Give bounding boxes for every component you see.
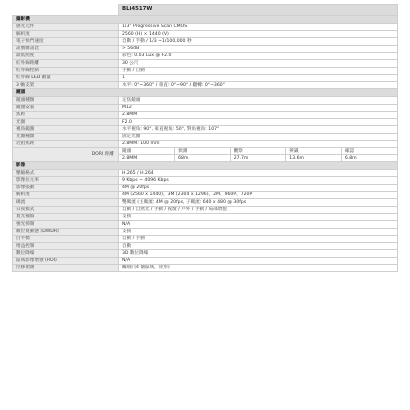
model-row <box>13 5 398 16</box>
spec-row <box>13 74 398 81</box>
spec-row <box>13 243 398 250</box>
dori-value: 6.8m <box>341 155 397 162</box>
spec-row <box>13 45 398 52</box>
spec-key: 數位寬動態 (DWDR) <box>13 228 119 235</box>
spec-row <box>13 126 398 133</box>
model-spacer <box>13 5 119 16</box>
spec-value: 自動 <box>119 243 398 250</box>
spec-row <box>13 23 398 30</box>
spec-value: 3D 數位降噪 <box>119 250 398 257</box>
spec-table <box>12 4 398 272</box>
spec-key: 光圈種類 <box>13 133 119 140</box>
spec-key: 光圈 <box>13 119 119 126</box>
spec-row <box>13 60 398 67</box>
spec-value: N/A <box>119 221 398 228</box>
spec-value: 水平視角: 90°, 垂直視角: 50°, 對角視角: 107° <box>119 126 398 133</box>
spec-row <box>13 235 398 242</box>
dori-table <box>119 148 397 161</box>
spec-key: 解析度 <box>13 31 119 38</box>
spec-row <box>13 265 398 272</box>
spec-value: F2.0 <box>119 119 398 126</box>
spec-row <box>13 97 398 104</box>
spec-row <box>13 141 398 148</box>
spec-row <box>13 221 398 228</box>
spec-key: 鏡頭種類 <box>13 97 119 104</box>
spec-row <box>13 104 398 111</box>
spec-key: 視角範圍 <box>13 126 119 133</box>
spec-key: 紅外線 LED 數量 <box>13 74 119 81</box>
spec-row <box>13 250 398 257</box>
dori-header: 鏡頭 <box>119 148 175 155</box>
spec-key: 感光元件 <box>13 23 119 30</box>
spec-row <box>13 119 398 126</box>
spec-value: 自動 / 自然光 / 手動 / 夜燈 / 戶外 / 手動 / 局部增製 <box>119 206 398 213</box>
section-title: 影像 <box>13 162 398 170</box>
dori-value: 27.7m <box>230 155 286 162</box>
spec-value: 2560 (H) × 1440 (V) <box>119 31 398 38</box>
spec-value: 自動 / 手動 <box>119 235 398 242</box>
spec-key: 最低照度 <box>13 52 119 59</box>
spec-key: 白平衡 <box>13 235 119 242</box>
spec-key: 紅外線距離 <box>13 60 119 67</box>
spec-key: 焦距 <box>13 111 119 118</box>
spec-key: 紅外線控制 <box>13 67 119 74</box>
spec-row <box>13 67 398 74</box>
spec-row <box>13 199 398 206</box>
dori-label: DORI 距離 <box>13 148 119 162</box>
section-title: 鏡頭 <box>13 89 398 97</box>
dori-cell <box>119 148 398 162</box>
spec-row <box>13 257 398 264</box>
spec-value: 支援 <box>119 228 398 235</box>
spec-row <box>13 192 398 199</box>
spec-value: 1 <box>119 74 398 81</box>
spec-value: 4M @ 20fps <box>119 184 398 191</box>
spec-row <box>13 206 398 213</box>
spec-value: 支援 <box>119 213 398 220</box>
spec-key: 強光抑制 <box>13 221 119 228</box>
dori-header: 觀察 <box>230 148 286 155</box>
spec-key: 電子快門速度 <box>13 38 119 45</box>
spec-key: 壓縮格式 <box>13 170 119 177</box>
dori-value: 68m <box>175 155 231 162</box>
spec-value: 彩色: 0.03 Lux @ F2.0 <box>119 52 398 59</box>
section-header <box>13 89 398 97</box>
dori-value-row <box>119 155 397 162</box>
spec-value: 4M (2560 x 1440)、3M (2304 x 1296)、2M、960P、720P <box>119 192 398 199</box>
spec-key: 數位降噪 <box>13 250 119 257</box>
spec-value: H.265 / H.264 <box>119 170 398 177</box>
spec-row <box>13 31 398 38</box>
spec-value: 30 公尺 <box>119 60 398 67</box>
spec-value: 2.8MM: 100 mm <box>119 141 398 148</box>
spec-value: 固定光圈 <box>119 133 398 140</box>
spec-key: 解析度 <box>13 192 119 199</box>
spec-key: 日夜模式 <box>13 206 119 213</box>
spec-value: N/A <box>119 257 398 264</box>
dori-header: 確認 <box>341 148 397 155</box>
spec-row <box>13 82 398 89</box>
spec-sheet <box>12 4 398 272</box>
spec-value: M12 <box>119 104 398 111</box>
spec-key: 區域影像增強 (ROI) <box>13 257 119 264</box>
model-name: BLi4517W <box>119 5 398 16</box>
spec-row <box>13 213 398 220</box>
spec-value: 水平: 0°~360° / 垂直: 0°~90° / 翻轉: 0°~360° <box>119 82 398 89</box>
spec-row <box>13 38 398 45</box>
spec-key: 位移偵測 <box>13 265 119 272</box>
spec-value: 關/開 (4 個區域，矩形) <box>119 265 398 272</box>
spec-row <box>13 177 398 184</box>
dori-value: 13.6m <box>286 155 342 162</box>
spec-key: 影像張數 <box>13 184 119 191</box>
dori-header: 辨識 <box>286 148 342 155</box>
section-title: 攝影機 <box>13 16 398 24</box>
spec-value: 自動 / 手動 / 1/3 ~1/100,000 秒 <box>119 38 398 45</box>
spec-row <box>13 133 398 140</box>
spec-row <box>13 228 398 235</box>
spec-key: 近拍焦距 <box>13 141 119 148</box>
spec-key: 寬光補償 <box>13 213 119 220</box>
dori-value: 2.8MM <box>122 155 138 161</box>
spec-key: 增益控制 <box>13 243 119 250</box>
spec-key: 訊號雜訊比 <box>13 45 119 52</box>
spec-row <box>13 184 398 191</box>
section-header <box>13 162 398 170</box>
spec-key: 鏡頭安裝 <box>13 104 119 111</box>
spec-value: 手動 / 自動 <box>119 67 398 74</box>
spec-value: 2.8MM <box>119 111 398 118</box>
spec-key: 影像位元率 <box>13 177 119 184</box>
spec-value: 雙碼流 (主碼流: 4M @ 20fps, 子碼流: 640 x 480 @ 30fps <box>119 199 398 206</box>
section-header <box>13 16 398 24</box>
spec-value: 1/3" Progressive Scan CMOS <box>119 23 398 30</box>
dori-row <box>13 148 398 162</box>
spec-key: 碼流 <box>13 199 119 206</box>
dori-header: 偵測 <box>175 148 231 155</box>
spec-value: 9 Kbps ~ 4096 Kbps <box>119 177 398 184</box>
spec-value: > 56dB <box>119 45 398 52</box>
spec-value: 定焦鏡頭 <box>119 97 398 104</box>
spec-key: 3 軸支架 <box>13 82 119 89</box>
spec-row <box>13 111 398 118</box>
spec-row <box>13 52 398 59</box>
spec-row <box>13 170 398 177</box>
